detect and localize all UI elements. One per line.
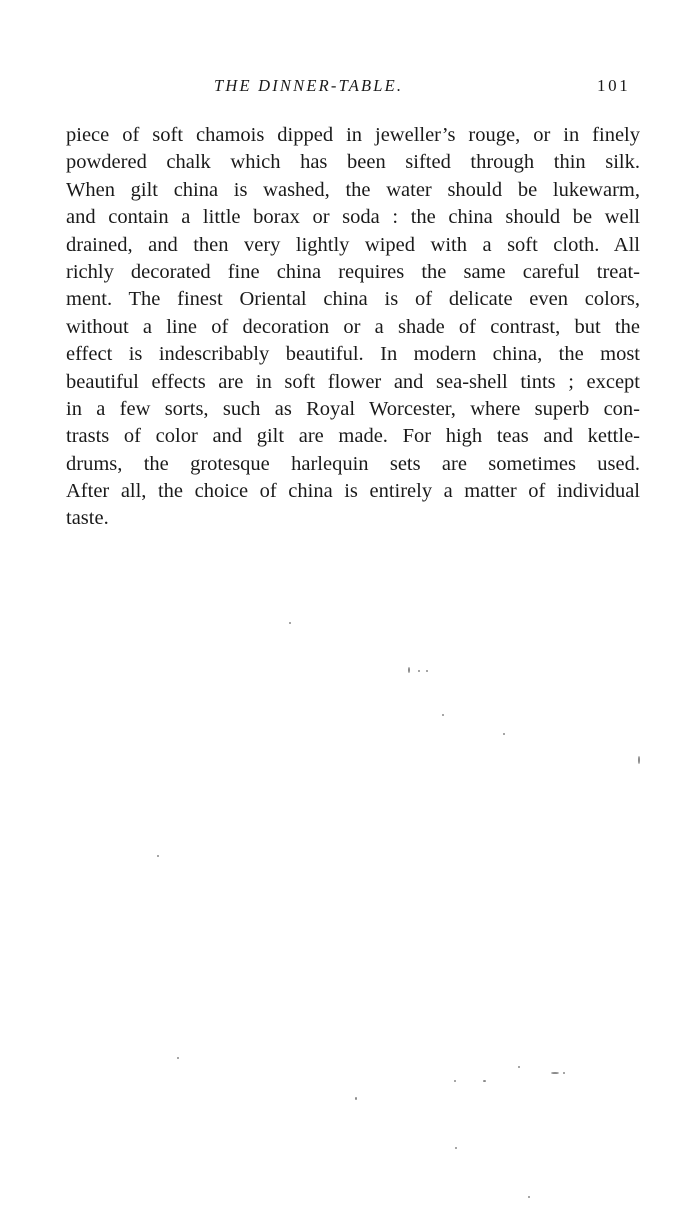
page-number: 101 [597,76,631,95]
print-speck [528,1196,530,1198]
text-line: effect is indescribably beautiful. In modern china, the most [66,343,640,366]
text-line: without a line of decoration or a shade of contrast, but the [66,315,640,338]
print-speck [551,1072,559,1074]
print-speck [638,756,640,764]
print-speck [454,1080,456,1082]
print-speck [563,1072,565,1074]
text-line: ment. The finest Oriental china is of delicate even colors, [66,288,640,311]
print-speck [355,1097,357,1100]
print-speck [442,714,444,716]
text-line: After all, the choice of china is entirely a matter of individual [66,480,640,503]
print-speck [426,670,428,672]
text-line: drained, and then very lightly wiped with a soft cloth. All [66,233,640,256]
text-line: and contain a little borax or soda : the china should be well [66,206,640,229]
running-title: THE DINNER-TABLE. [214,76,404,95]
text-line: drums, the grotesque harlequin sets are sometimes used. [66,452,640,475]
print-speck [518,1066,520,1068]
text-line: piece of soft chamois dipped in jeweller’s rouge, or in finely [66,124,640,146]
body-paragraph [66,122,640,533]
text-line: trasts of color and gilt are made. For high teas and kettle- [66,425,640,448]
print-speck [408,667,410,673]
print-speck [418,670,420,672]
print-speck [289,622,291,624]
text-line: richly decorated fine china requires the same careful treat- [66,260,640,283]
print-speck [157,855,159,857]
running-head [0,76,700,100]
text-line: taste. [66,507,109,530]
print-speck [455,1147,457,1149]
print-speck [503,733,505,735]
print-speck [483,1080,486,1082]
print-speck [177,1057,179,1059]
text-line: powdered chalk which has been sifted through thin silk. [66,151,640,174]
text-line: When gilt china is washed, the water should be lukewarm, [66,178,640,201]
text-line: beautiful effects are in soft flower and sea-shell tints ; except [66,370,640,393]
text-line: in a few sorts, such as Royal Worcester, where superb con- [66,397,640,420]
